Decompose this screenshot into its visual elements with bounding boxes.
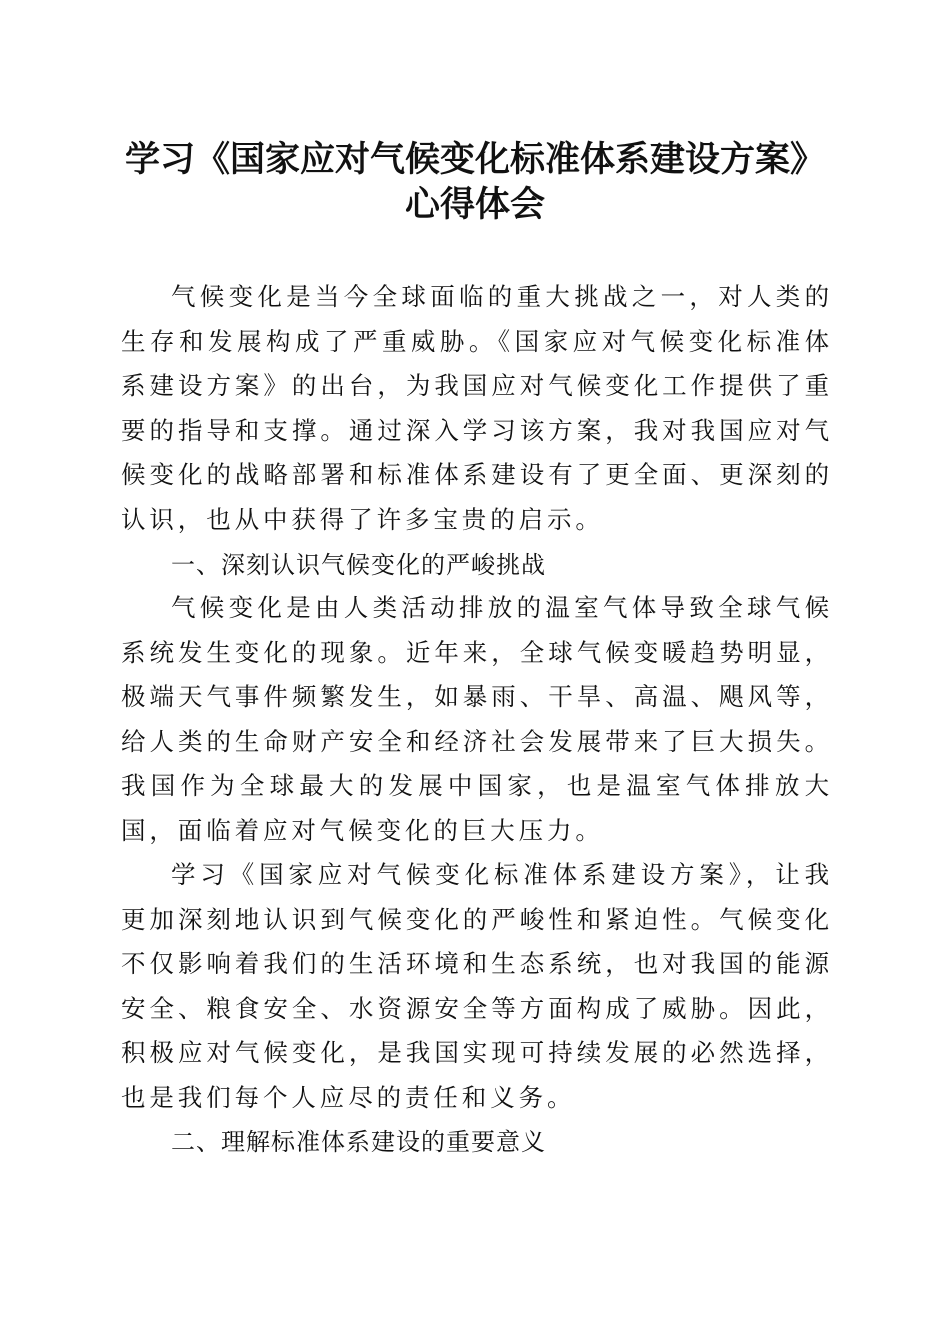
section-heading-1: 一、深刻认识气候变化的严峻挑战 <box>171 551 546 579</box>
document-title-line-2: 心得体会 <box>404 184 545 225</box>
paragraph-climate-challenge: 气候变化是由人类活动排放的温室气体导致全球气候系统发生变化的现象。近年来，全球气候变暖趋势明显，极端天气事件频繁发生，如暴雨、干旱、高温、飓风等，给人类的生命财产安全和经济社会发展带来了巨大损失。我国作为全球最大的发展中国家，也是温室气体排放大国，面临着应对气候变化的巨大压力。 <box>121 593 833 845</box>
document-title-line-1: 学习《国家应对气候变化标准体系建设方案》 <box>124 139 825 180</box>
paragraph-intro: 气候变化是当今全球面临的重大挑战之一，对人类的生存和发展构成了严重威胁。《国家应对气候变化标准体系建设方案》的出台，为我国应对气候变化工作提供了重要的指导和支撑。通过深入学习该方案，我对我国应对气候变化的战略部署和标准体系建设有了更全面、更深刻的认识，也从中获得了许多宝贵的启示。 <box>121 282 833 534</box>
section-heading-2: 二、理解标准体系建设的重要意义 <box>171 1128 546 1156</box>
paragraph-study-reflection: 学习《国家应对气候变化标准体系建设方案》，让我更加深刻地认识到气候变化的严峻性和紧迫性。气候变化不仅影响着我们的生活环境和生态系统，也对我国的能源安全、粮食安全、水资源安全等方面构成了威胁。因此，积极应对气候变化，是我国实现可持续发展的必然选择，也是我们每个人应尽的责任和义务。 <box>121 860 833 1112</box>
